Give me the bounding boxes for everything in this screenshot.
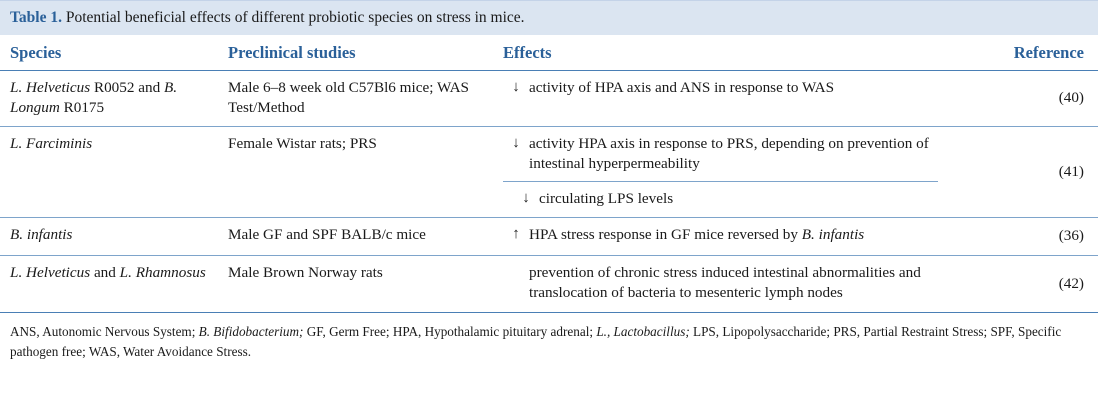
effect-entry: [503, 134, 938, 176]
table-row: [0, 218, 1098, 256]
cell-reference: (36): [948, 218, 1098, 256]
cell-species: L. Helveticus and L. Rhamnosus: [0, 255, 218, 312]
arrow-up-icon: ↑: [512, 226, 520, 243]
data-table: [0, 35, 1098, 312]
table-row: [0, 71, 1098, 127]
effect-entry: [503, 263, 938, 305]
cell-reference: (41): [948, 126, 1098, 217]
cell-effects: [493, 255, 948, 312]
cell-effects: [493, 126, 948, 217]
table-header: [0, 35, 1098, 71]
effect-entry: [503, 225, 938, 247]
cell-species: L. Farciminis: [0, 126, 218, 217]
cell-effects: [493, 218, 948, 256]
table-body: [0, 71, 1098, 313]
cell-effects: [493, 71, 948, 127]
column-header-effects: Effects: [493, 35, 948, 71]
cell-preclinical-studies: Male 6–8 week old C57Bl6 mice; WAS Test/Method: [228, 79, 470, 117]
cell-preclinical-studies: Female Wistar rats; PRS: [218, 126, 493, 217]
cell-species: L. Helveticus R0052 and B. Longum R0175: [10, 79, 178, 117]
arrow-down-icon: ↓: [512, 79, 520, 96]
table-caption: [0, 0, 1098, 35]
cell-preclinical-studies: Male Brown Norway rats: [218, 255, 493, 312]
cell-reference: (42): [948, 255, 1098, 312]
column-header-preclinical-studies: Preclinical studies: [218, 35, 493, 71]
effect-text: HPA stress response in GF mice reversed by B. infantis: [529, 226, 865, 244]
cell-species: B. infantis: [0, 218, 218, 256]
effect-text: activity of HPA axis and ANS in response to WAS: [529, 79, 835, 97]
caption-label: Table 1.: [10, 9, 62, 26]
arrow-down-icon: ↓: [522, 190, 530, 207]
effect-text: prevention of chronic stress induced intestinal abnormalities and translocation of bacteria to mesenteric lymph nodes: [529, 263, 921, 301]
effect-entry: [503, 181, 938, 209]
table-row: [0, 255, 1098, 312]
effect-entry: [503, 78, 938, 100]
effect-text: activity HPA axis in response to PRS, depending on prevention of intestinal hyperpermeability: [529, 134, 929, 172]
table-row: [0, 126, 1098, 217]
column-header-species: Species: [0, 35, 218, 71]
effect-text: circulating LPS levels: [539, 190, 674, 208]
arrow-down-icon: ↓: [512, 134, 520, 151]
column-header-reference: Reference: [948, 35, 1098, 71]
table-footnote: ANS, Autonomic Nervous System; B. Bifidobacterium; GF, Germ Free; HPA, Hypothalamic pituitary adrenal; L., Lactobacillus; LPS, Lipopolysaccharide; PRS, Partial Restraint Stress; SPF, Specific pathogen free; WAS, Water Avoidance Stress.: [0, 312, 1098, 366]
caption-text: Potential beneficial effects of different probiotic species on stress in mice.: [65, 9, 525, 26]
header-row: [0, 35, 1098, 71]
cell-reference: (40): [1058, 89, 1084, 107]
cell-preclinical-studies: Male GF and SPF BALB/c mice: [218, 218, 493, 256]
